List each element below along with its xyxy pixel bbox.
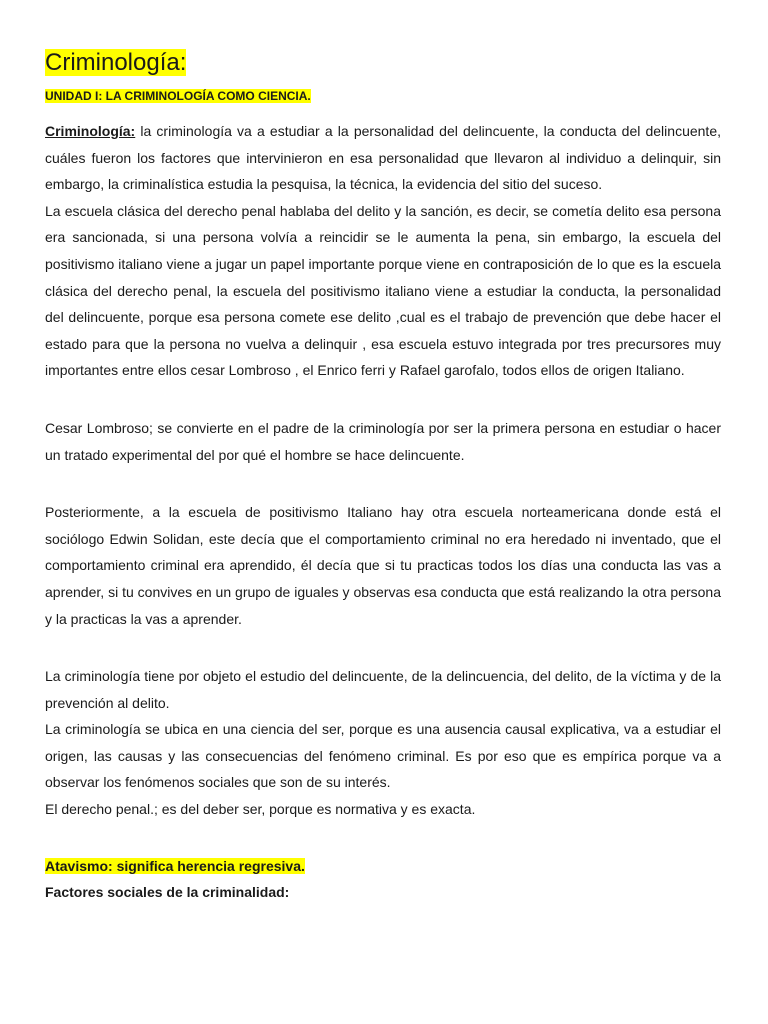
page-title: [45, 48, 186, 78]
paragraph-lombroso: Cesar Lombroso; se convierte en el padre de la criminología por ser la primera persona en estudiar o hacer un tratado experimental del por qué el hombre se hace delincuente.: [45, 419, 721, 463]
definition-text: la criminología va a estudiar a la personalidad del delincuente, la conducta del delincuente, cuáles fueron los factores que intervinieron en esa personalidad que llevaron al individuo a delinquir, sin embargo, la criminalística estudia la pesquisa, la técnica, la evidencia del sitio del suceso.: [45, 123, 721, 193]
spacer: [45, 468, 721, 499]
paragraph-escuela-clasica: La escuela clásica del derecho penal hablaba del delito y la sanción, es decir, se cometía delito esa persona era sancionada, si una persona volvía a reincidir se le aumenta la pena, sin embargo, la escuela del positivismo italiano viene a jugar un papel importante porque viene en contraposición de lo que es la escuela clásica del derecho penal, la escuela del positivismo italiano viene a estudiar la conducta, la personalidad del delincuente, porque esa persona comete ese delito ,cual es el trabajo de prevención que debe hacer el estado para que la persona no vuelva a delinquir , esa escuela estuvo integrada por tres precursores muy importantes entre ellos cesar Lombroso , el Enrico ferri y Rafael garofalo, todos ellos de origen Italiano.: [45, 202, 721, 379]
definition-paragraph: [45, 118, 721, 198]
document-body: [45, 118, 721, 906]
unit-heading: [45, 87, 311, 105]
unit-heading-text: UNIDAD I: LA CRIMINOLOGÍA COMO CIENCIA.: [45, 89, 311, 103]
definition-term: Criminología:: [45, 123, 136, 139]
atavismo-text: Atavismo: significa herencia regresiva.: [45, 857, 305, 874]
paragraph-norteamericana: Posteriormente, a la escuela de positivismo Italiano hay otra escuela norteamericana donde está el sociólogo Edwin Solidan, este decía que el comportamiento criminal no era heredado ni inventado, que el comportamiento criminal era aprendido, él decía que si tu practicas todos los días una conducta las vas a aprender, si tu convives en un grupo de iguales y observas esa conducta que está realizando la otra persona y la practicas la vas a aprender.: [45, 504, 721, 627]
factores-heading: Factores sociales de la criminalidad:: [45, 884, 290, 901]
spacer: [45, 384, 721, 415]
title-highlight: Criminología:: [45, 49, 187, 76]
spacer: [45, 632, 721, 663]
spacer: [45, 823, 721, 853]
paragraph-ciencia-del-ser: La criminología se ubica en una ciencia del ser, porque es una ausencia causal explicativa, va a estudiar el origen, las causas y las consecuencias del fenómeno criminal. Es por eso que es empírica porque va a observar los fenómenos sociales que son de su interés.: [45, 721, 721, 791]
atavismo-heading: [45, 853, 721, 880]
paragraph-derecho-penal: El derecho penal.; es del deber ser, porque es normativa y es exacta.: [45, 801, 476, 818]
paragraph-objeto: La criminología tiene por objeto el estudio del delincuente, de la delincuencia, del delito, de la víctima y de la prevención al delito.: [45, 668, 721, 711]
